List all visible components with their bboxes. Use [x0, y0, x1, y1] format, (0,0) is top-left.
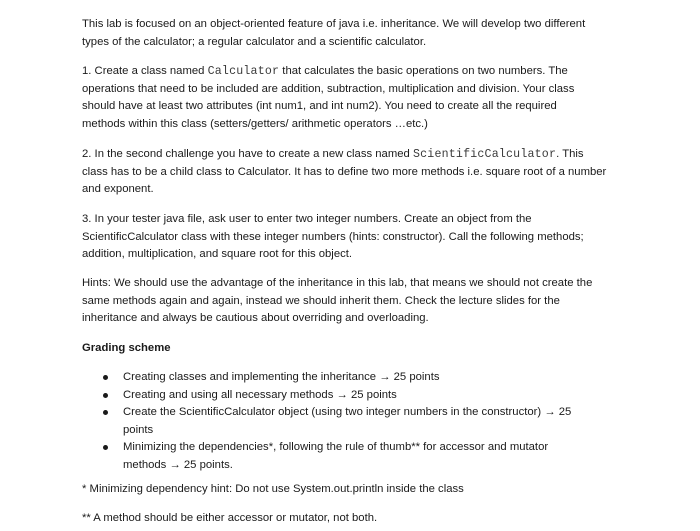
grading-item-points: 25 points [347, 388, 397, 401]
step2-prefix: 2. In the second challenge you have to create a new class named [82, 148, 413, 160]
step2-line: class has to be a child class to Calculator. It has to define two more methods i.e. square root of a number [82, 165, 607, 178]
right-arrow-icon: → [336, 388, 348, 401]
step3-line: addition, multiplication, and square root for this object. [82, 248, 353, 261]
intro-line: types of the calculator; a regular calculator and a scientific calculator. [82, 35, 427, 48]
bullet-icon [103, 410, 108, 415]
right-arrow-icon: → [544, 406, 556, 419]
bullet-icon [103, 375, 108, 380]
step1-line: should have at least two attributes (int num1, and int num2). You need to create all the required [82, 100, 557, 113]
intro-line: This lab is focused on an object-oriented feature of java i.e. inheritance. We will develop two different [82, 18, 586, 30]
grading-item-line [123, 387, 622, 405]
step1-suffix: that calculates the basic operations on two numbers. The [279, 65, 568, 77]
footnote-dependency: * Minimizing dependency hint: Do not use System.out.println inside the class [82, 483, 464, 495]
calculator-class-name: Calculator [207, 65, 280, 78]
list-item [82, 387, 622, 405]
step1-first-line [82, 63, 622, 81]
grading-item-continuation: points [123, 423, 154, 436]
grading-list [82, 369, 622, 475]
step3-line: 3. In your tester java file, ask user to enter two integer numbers. Create an object from the [82, 213, 532, 225]
grading-item-continuation [123, 457, 622, 475]
step1-line: operations that need to be included are addition, subtraction, multiplication and division. Your class [82, 82, 575, 95]
hints-line: Hints: We should use the advantage of the inheritance in this lab, that means we should not create the [82, 277, 593, 289]
footnote-accessor-mutator: ** A method should be either accessor or mutator, not both. [82, 512, 378, 524]
step3-line: ScientificCalculator class with these integer numbers (hints: constructor). Call the following methods; [82, 230, 584, 243]
step2-suffix: . This [556, 148, 584, 160]
list-item [82, 369, 622, 387]
grading-item-line [123, 404, 622, 422]
grading-heading: Grading scheme [82, 342, 171, 354]
list-item [82, 404, 622, 439]
hints-line: same methods again and again, instead we should inherit them. Check the lecture slides for the [82, 294, 560, 307]
step3-paragraph [82, 211, 622, 264]
grading-item-points: 25 [555, 406, 572, 419]
step2-first-line [82, 146, 622, 164]
hints-line: inheritance and always be cautious about overriding and overloading. [82, 312, 429, 325]
step1-paragraph [82, 63, 622, 133]
grading-item-text: Create the ScientificCalculator object (using two integer numbers in the constructor) [123, 406, 545, 419]
right-arrow-icon: → [379, 371, 391, 383]
right-arrow-icon: → [169, 458, 181, 471]
step2-paragraph [82, 146, 622, 199]
step2-line: and exponent. [82, 183, 154, 196]
grading-item-text: Creating classes and implementing the inheritance [123, 371, 380, 383]
scientific-calculator-class-name: ScientificCalculator [412, 148, 557, 161]
grading-item-line [123, 369, 622, 387]
list-item [82, 439, 622, 474]
grading-item-text: Creating and using all necessary methods [123, 388, 337, 401]
bullet-icon [103, 393, 108, 398]
step1-line: methods within this class (setters/getters/ arithmetic operators …etc.) [82, 117, 428, 130]
grading-item-text: methods [123, 458, 170, 471]
step1-prefix: 1. Create a class named [82, 65, 208, 77]
grading-item-points: 25 points [390, 371, 440, 383]
hints-paragraph [82, 275, 622, 328]
grading-item-text: Minimizing the dependencies*, following the rule of thumb** for accessor and mutator [123, 441, 549, 454]
intro-paragraph [82, 16, 622, 51]
grading-item-points: 25 points. [180, 458, 233, 471]
bullet-icon [103, 445, 108, 450]
